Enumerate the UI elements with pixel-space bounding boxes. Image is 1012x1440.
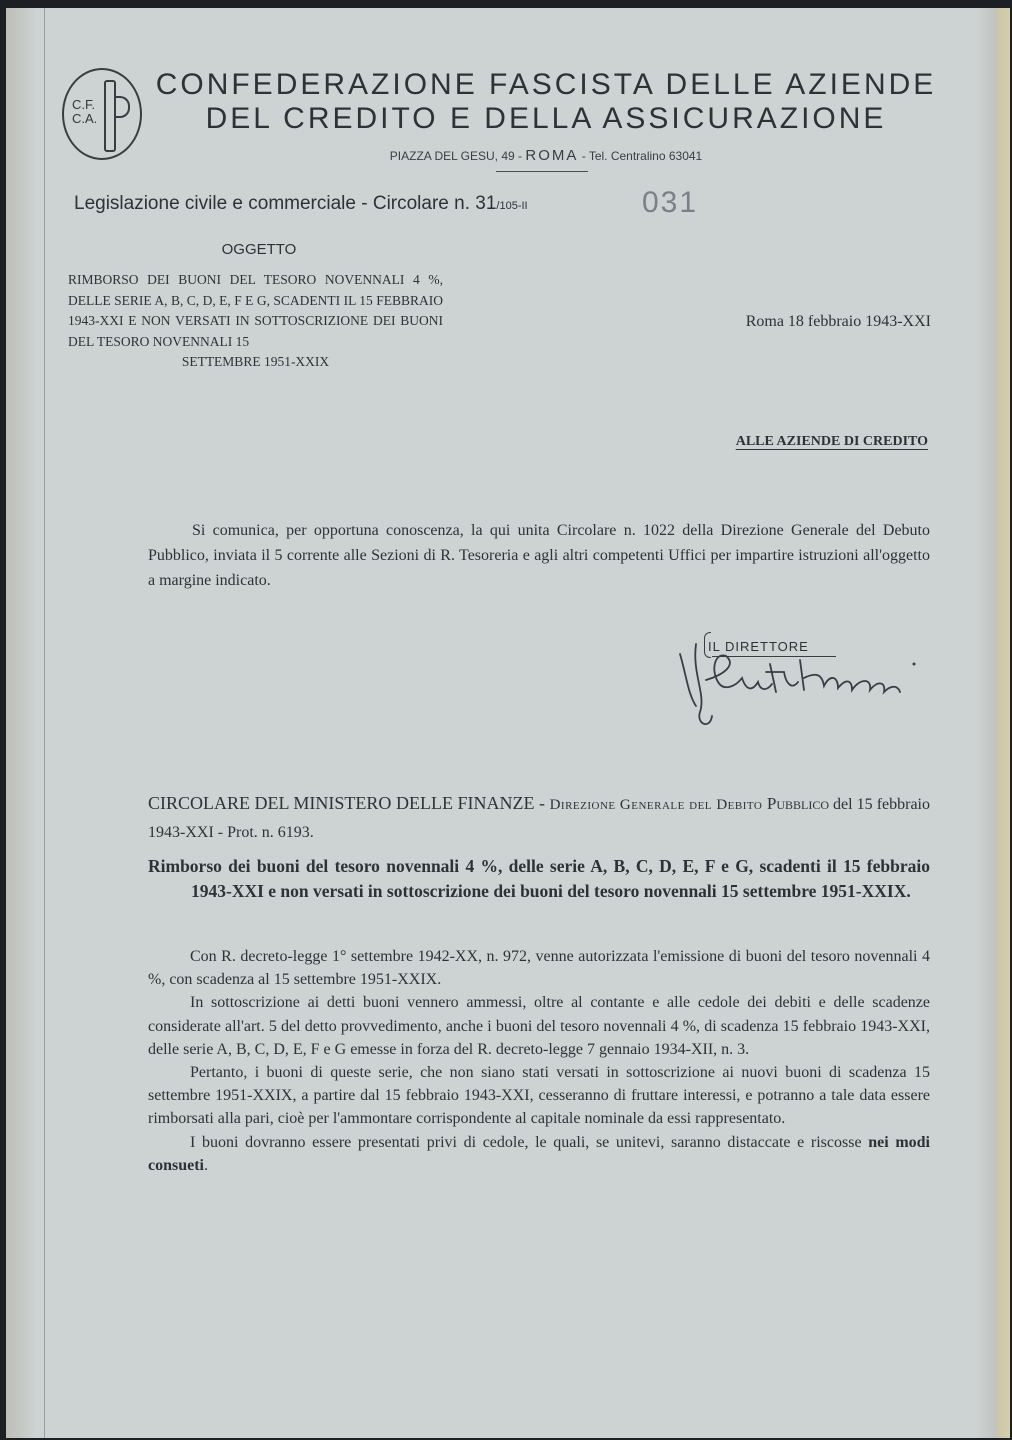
body-paragraph-4-bold: nei modi consueti [148, 1133, 930, 1174]
addressee: ALLE AZIENDE DI CREDITO [735, 434, 928, 449]
subject-heading: OGGETTO [221, 241, 297, 258]
binding-edge [6, 8, 45, 1438]
body-paragraph-3: Pertanto, i buoni di queste serie, che non siano stati versati in sottoscrizione ai nuovi buoni di scadenza 15 settembre 1951-XXIX, a partire dal 15 febbraio 1943-XXI, cesseranno di fruttare interessi, e potranno a tale data essere rimborsati alla pari, cioè per l'ammontare corrispondente al capitale nominale da essi rappresentato. [148, 1064, 930, 1128]
ministry-circular-title: Rimborso dei buoni del tesoro novennali 4 %, delle serie A, B, C, D, E, F e G, scadenti il 15 febbraio 1943-XXI e non versati in sottoscrizione dei buoni del tesoro novennali 15 settembre 1951-XXIX. [148, 856, 930, 901]
handwritten-number: 031 [642, 186, 699, 219]
subject-text-last: SETTEMBRE 1951-XXIX [181, 354, 330, 369]
body-paragraph-4-main: I buoni dovranno essere presentati privi di cedole, le quali, se unitevi, saranno distaccate e riscosse [190, 1133, 869, 1151]
ministry-part2: Direzione Generale del Debito [549, 797, 763, 813]
axe-icon [116, 96, 130, 118]
address-suffix: - Tel. Centralino 63041 [578, 149, 703, 163]
circular-label: Legislazione civile e commerciale - Circolare n. 31 [74, 193, 497, 214]
handwritten-signature [666, 634, 926, 734]
body-paragraph-2: In sottoscrizione ai detti buoni vennero ammessi, oltre al contante e alle cedole dei debiti e delle scadenze considerate all'art. 5 del detto provvedimento, anche i buoni del tesoro novennali 4 %, di scadenza 15 febbraio 1943-XXI, delle serie A, B, C, D, E, F e G emesse in forza del R. decreto-legge 7 gennaio 1934-XII, n. 3. [148, 994, 930, 1058]
confederation-seal [62, 68, 142, 160]
address-prefix: PIAZZA DEL GESU, 49 - [389, 149, 526, 163]
body-paragraph-4-end: . [204, 1156, 208, 1174]
intro-paragraph: Si comunica, per opportuna conoscenza, la qui unita Circolare n. 1022 della Direzione Generale del Debuto Pubblico, inviata il 5 corrente alle Sezioni di R. Tesoreria e agli altri competenti Uffici per impartire istruzioni all'oggetto a margine indicato. [148, 522, 930, 589]
address-city: ROMA [525, 147, 579, 164]
signature-label: IL DIRETTORE [708, 639, 809, 654]
ministry-part3: Pubblico [766, 794, 830, 813]
fasces-icon [104, 80, 116, 152]
body-paragraph-4 [148, 1131, 930, 1177]
circular-reference [74, 193, 528, 215]
ministry-part4: del 15 febbraio 1943-XXI - Prot. n. 6193. [148, 796, 931, 841]
document-page [6, 8, 1010, 1438]
seal-text: C.F. C.A. [72, 97, 98, 126]
subject-text: RIMBORSO DEI BUONI DEL TESORO NOVENNALI 4 %, DELLE SERIE A, B, C, D, E, F E G, SCADENTI IL 15 FEBBRAIO 1943-XXI E NON VERSATI IN SOTTOSCRIZIONE DEI BUONI DEL TESORO NOVENNALI 15 [68, 272, 443, 349]
address-divider [496, 171, 588, 172]
letter-date: Roma 18 febbraio 1943-XXI [745, 313, 931, 330]
ministry-part1: CIRCOLARE DEL MINISTERO DELLE FINANZE - [148, 793, 550, 813]
page-edge [996, 8, 1010, 1438]
subject-body [68, 270, 443, 373]
org-name-line1: CONFEDERAZIONE FASCISTA DELLE AZIENDE [155, 68, 937, 101]
ministry-circular-heading [148, 790, 930, 846]
circular-suffix: /105-II [496, 200, 528, 212]
org-name-line2: DEL CREDITO E DELLA ASSICURAZIONE [205, 102, 887, 135]
org-address [146, 147, 946, 164]
body-paragraph-1: Con R. decreto-legge 1° settembre 1942-XX, n. 972, venne autorizzata l'emissione di buoni del tesoro novennali 4 %, con scadenza al 15 settembre 1951-XXIX. [148, 948, 930, 989]
circular-body [148, 945, 930, 1177]
